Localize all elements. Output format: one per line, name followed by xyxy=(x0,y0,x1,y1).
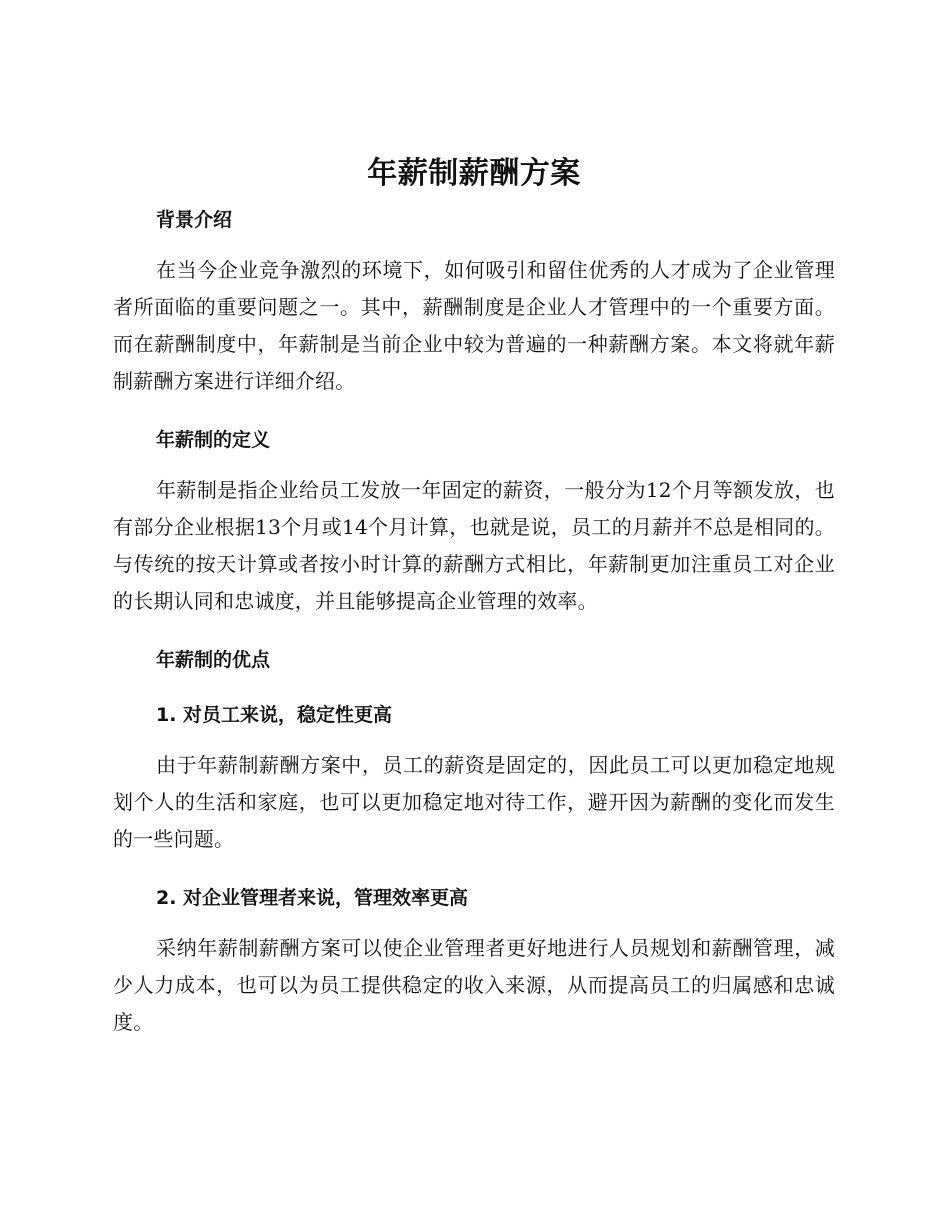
paragraph-advantage-2: 采纳年薪制薪酬方案可以使企业管理者更好地进行人员规划和薪酬管理，减少人力成本，也可以为员工提供稳定的收入来源，从而提高员工的归属感和忠诚度。 xyxy=(113,936,835,1034)
subheading-advantage-1: 1. 对员工来说，稳定性更高 xyxy=(156,704,393,726)
section-heading-advantages: 年薪制的优点 xyxy=(156,649,271,671)
section-heading-background: 背景介绍 xyxy=(156,209,233,231)
document-title: 年薪制薪酬方案 xyxy=(367,156,581,191)
paragraph-background: 在当今企业竞争激烈的环境下，如何吸引和留住优秀的人才成为了企业管理者所面临的重要问题之一。其中，薪酬制度是企业人才管理中的一个重要方面。而在薪酬制度中，年薪制是当前企业中较为普遍的一种薪酬方案。本文将就年薪制薪酬方案进行详细介绍。 xyxy=(113,258,835,393)
subheading-advantage-2: 2. 对企业管理者来说，管理效率更高 xyxy=(156,887,469,909)
paragraph-definition: 年薪制是指企业给员工发放一年固定的薪资，一般分为12个月等额发放，也有部分企业根据13个月或14个月计算，也就是说，员工的月薪并不总是相同的。与传统的按天计算或者按小时计算的薪酬方式相比，年薪制更加注重员工对企业的长期认同和忠诚度，并且能够提高企业管理的效率。 xyxy=(113,478,835,613)
section-heading-definition: 年薪制的定义 xyxy=(156,429,271,451)
paragraph-advantage-1: 由于年薪制薪酬方案中，员工的薪资是固定的，因此员工可以更加稳定地规划个人的生活和家庭，也可以更加稳定地对待工作，避开因为薪酬的变化而发生的一些问题。 xyxy=(113,753,835,851)
document-body xyxy=(113,152,835,1041)
